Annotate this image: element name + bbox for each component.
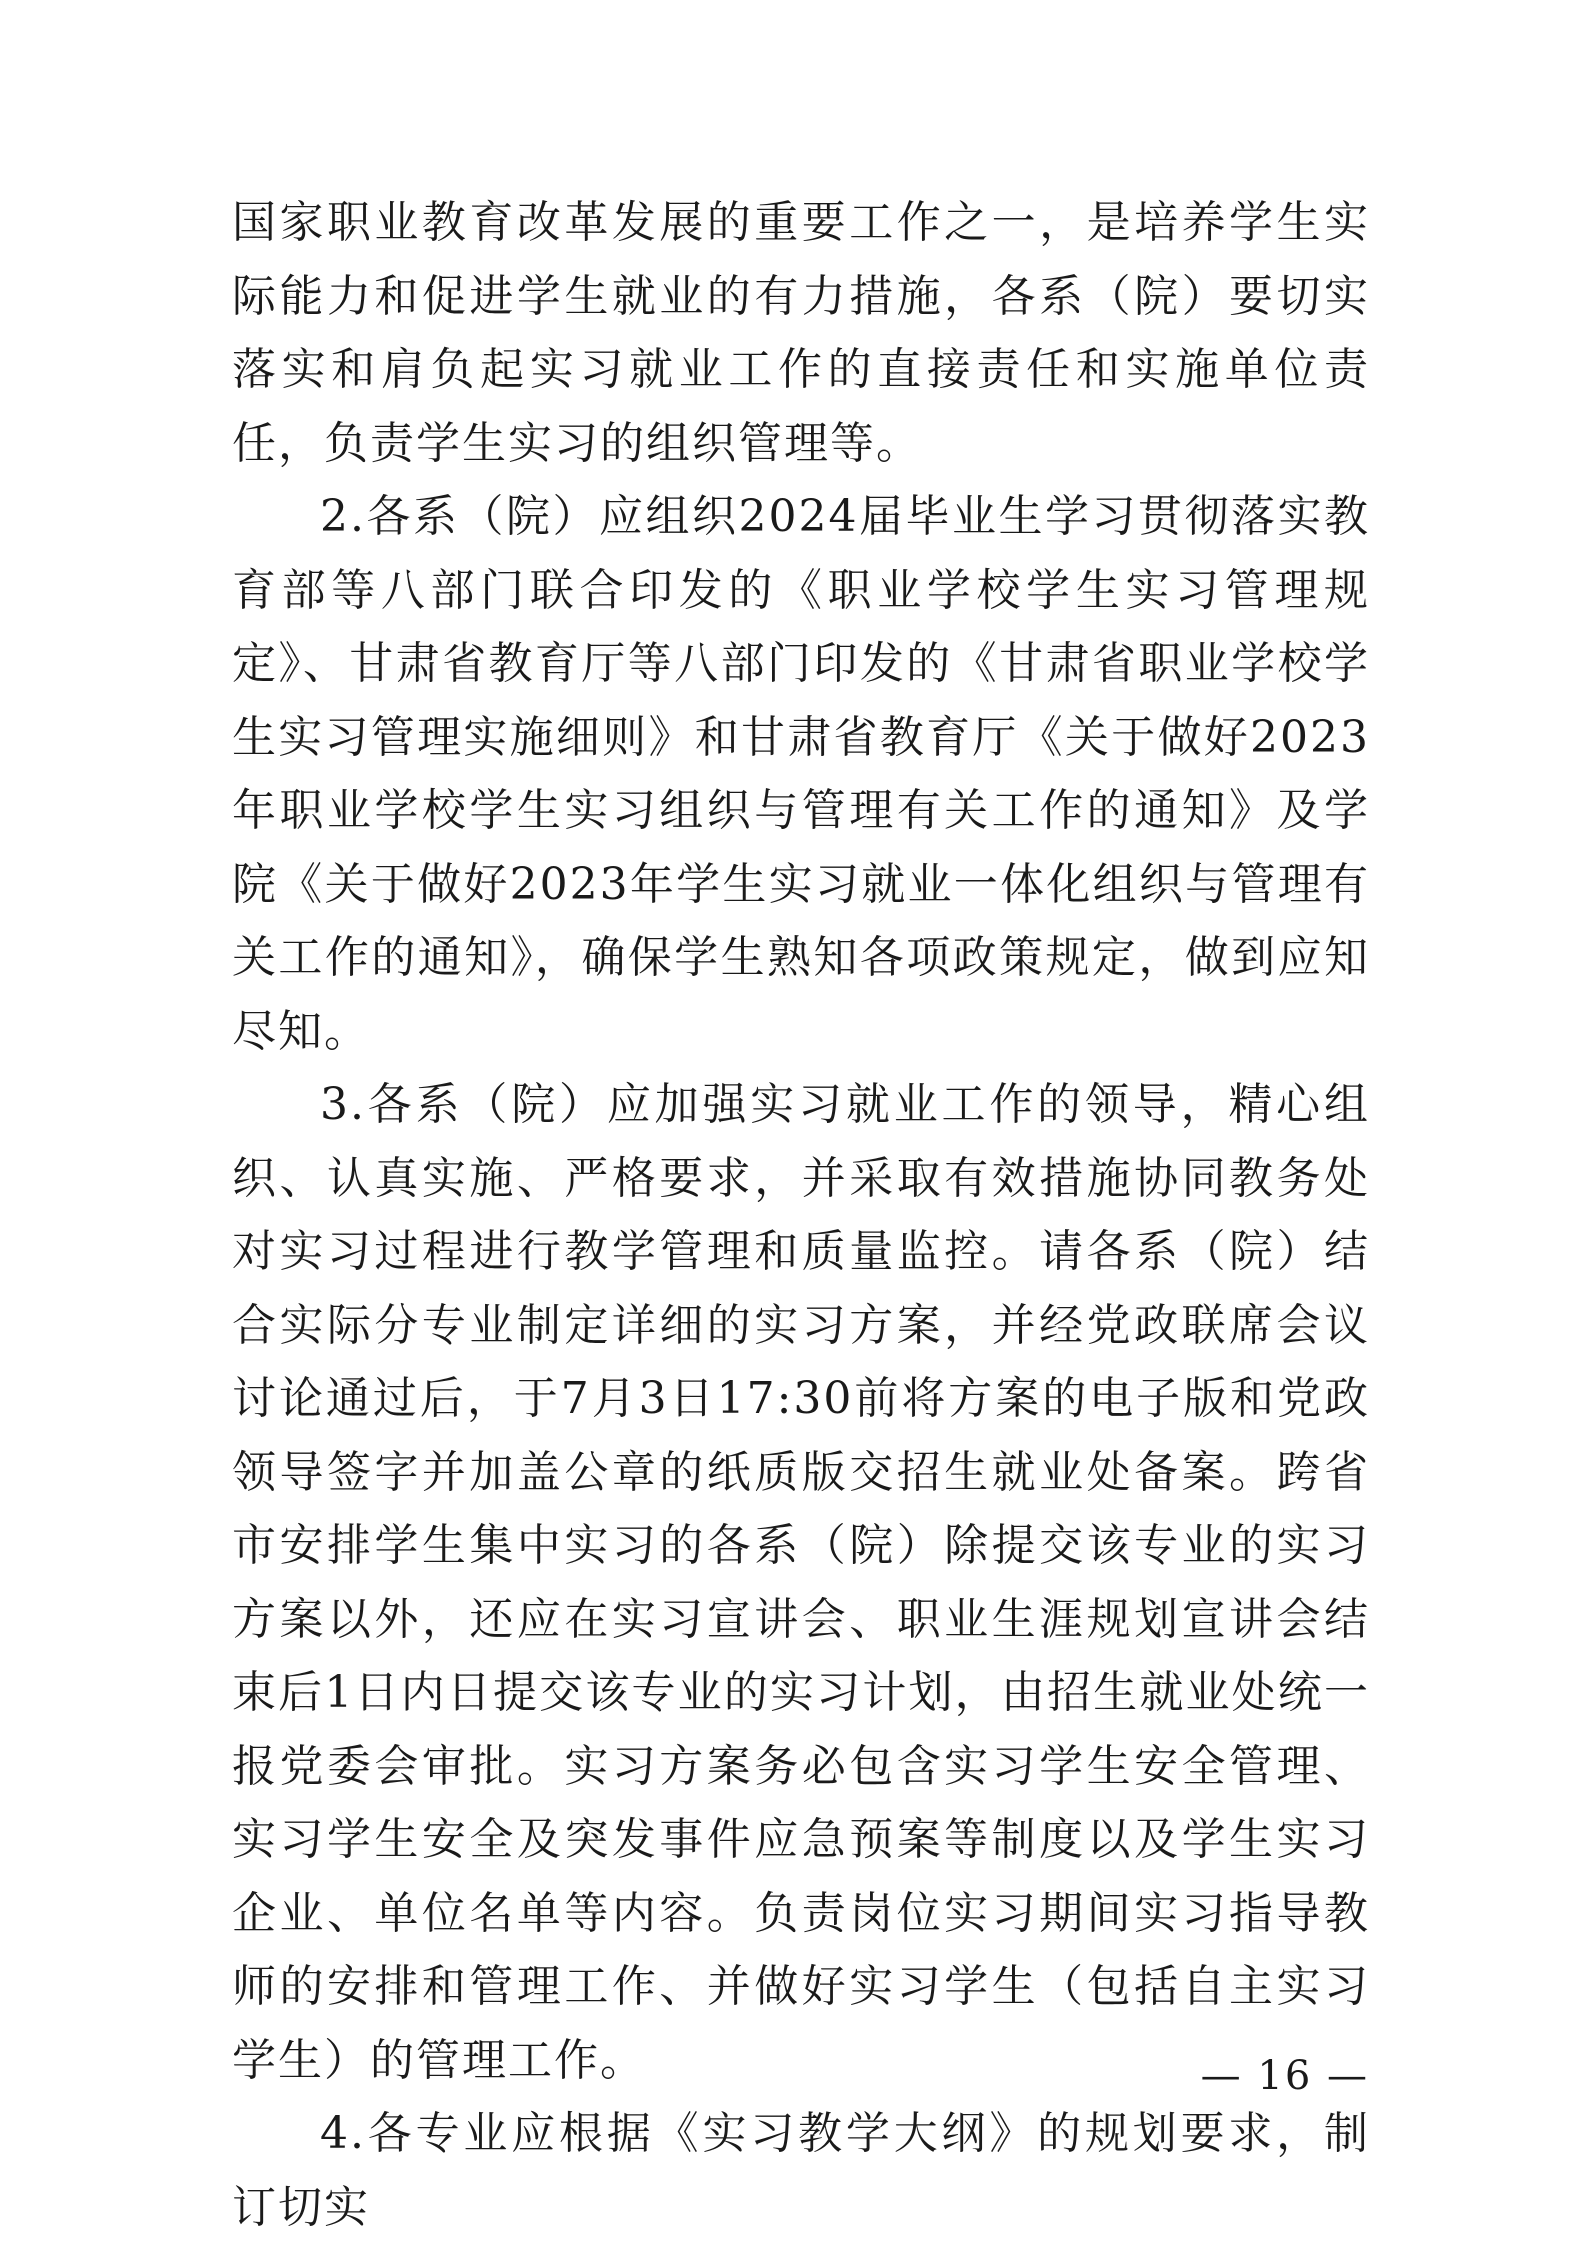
paragraph-continued: 国家职业教育改革发展的重要工作之一，是培养学生实际能力和促进学生就业的有力措施，各系（院）要切实落实和肩负起实习就业工作的直接责任和实施单位责任，负责学生实习的组织管理等。 [232,197,1370,469]
paragraph-item-4: 4.各专业应根据《实习教学大纲》的规划要求，制订切实 [232,2108,1370,2233]
paragraph-item-3: 3.各系（院）应加强实习就业工作的领导，精心组织、认真实施、严格要求，并采取有效措施协同教务处对实习过程进行教学管理和质量监控。请各系（院）结合实际分专业制定详细的实习方案，并经党政联席会议讨论通过后，于7月3日17:30前将方案的电子版和党政领导签字并加盖公章的纸质版交招生就业处备案。跨省市安排学生集中实习的各系（院）除提交该专业的实习方案以外，还应在实习宣讲会、职业生涯规划宣讲会结束后1日内日提交该专业的实习计划，由招生就业处统一报党委会审批。实习方案务必包含实习学生安全管理、实习学生安全及突发事件应急预案等制度以及学生实习企业、单位名单等内容。负责岗位实习期间实习指导教师的安排和管理工作、并做好实习学生（包括自主实习学生）的管理工作。 [232,1079,1370,2086]
paragraph-item-2: 2.各系（院）应组织2024届毕业生学习贯彻落实教育部等八部门联合印发的《职业学校学生实习管理规定》、甘肃省教育厅等八部门印发的《甘肃省职业学校学生实习管理实施细则》和甘肃省教育厅《关于做好2023年职业学校学生实习组织与管理有关工作的通知》及学院《关于做好2023年学生实习就业一体化组织与管理有关工作的通知》，确保学生熟知各项政策规定，做到应知尽知。 [232,491,1370,1057]
body-text [232,186,1370,2244]
page-number: — 16 — [1200,2053,1369,2099]
